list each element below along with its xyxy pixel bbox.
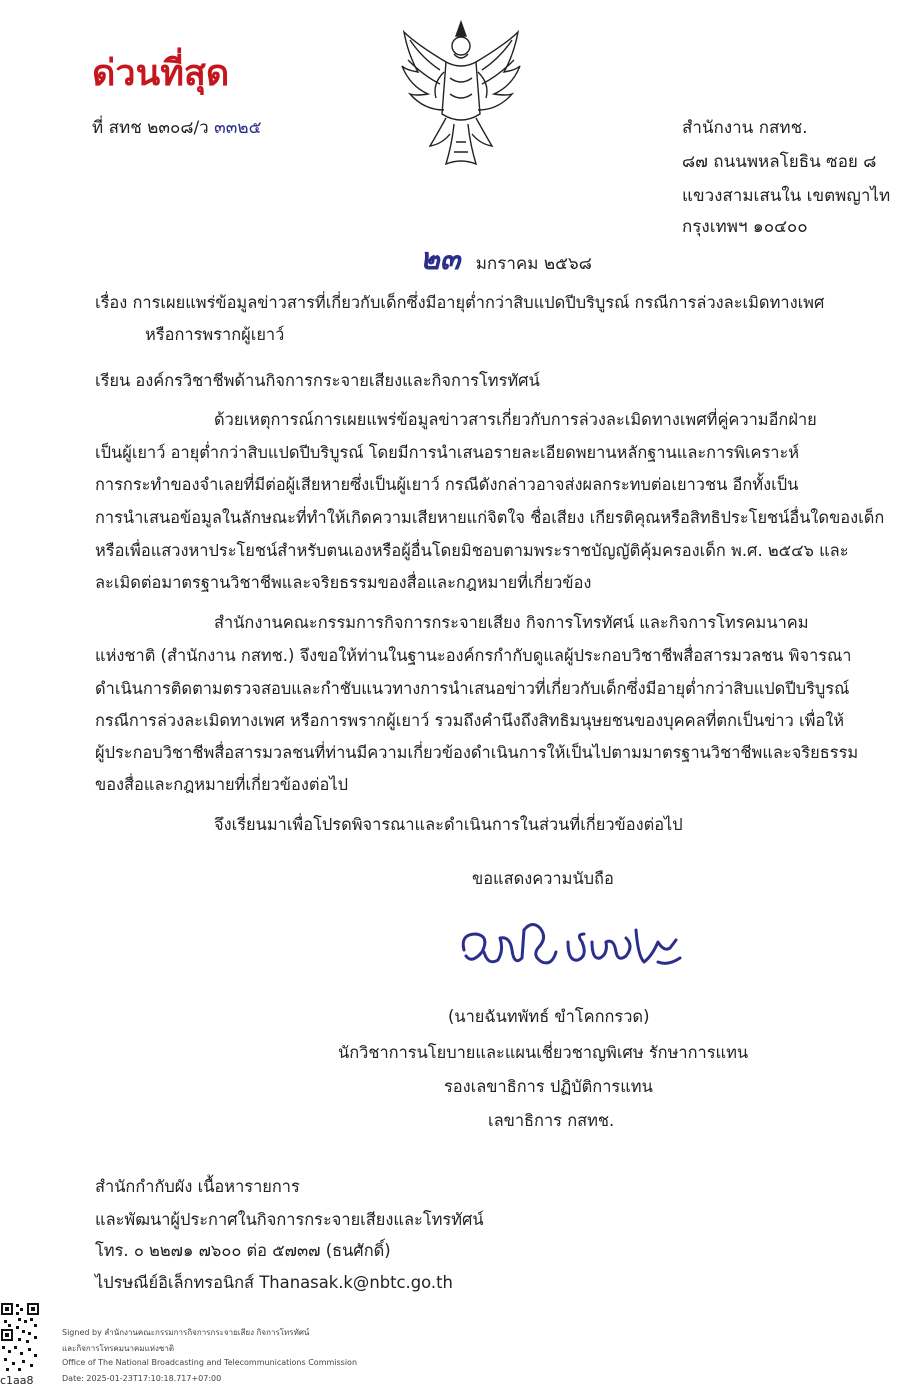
- contact-line: โทร. ๐ ๒๒๗๑ ๗๖๐๐ ต่อ ๕๗๓๗ (ธนศักดิ์): [95, 1241, 391, 1260]
- paragraph-line: หรือเพื่อแสวงหาประโยชน์สำหรับตนเองหรือผู้อื่นโดยมิชอบตามพระราชบัญญัติคุ้มครองเด็ก พ.ศ. ๒๕๔๖ และ: [95, 541, 849, 560]
- digital-signature-date: Date: 2025-01-23T17:10:18.717+07:00: [62, 1374, 222, 1383]
- urgent-label: ด่วนที่สุด: [92, 53, 230, 94]
- paragraph-line: ด้วยเหตุการณ์การเผยแพร่ข้อมูลข่าวสารเกี่ยวกับการล่วงละเมิดทางเพศที่คู่ความอีกฝ่าย: [214, 410, 817, 429]
- document-number: [92, 114, 261, 141]
- subject-line: หรือการพรากผู้เยาว์: [145, 325, 285, 344]
- sender-address-line: กรุงเทพฯ ๑๐๔๐๐: [682, 217, 808, 237]
- digital-signature-line: Signed by สำนักงานคณะกรรมการกิจการกระจายเสียง กิจการโทรทัศน์: [62, 1328, 310, 1337]
- paragraph-line: กรณีการล่วงละเมิดทางเพศ หรือการพรากผู้เยาว์ รวมถึงคำนึงถึงสิทธิมนุษยชนของบุคคลที่ตกเป็นข่าว เพื่อให้: [95, 711, 845, 730]
- paragraph-line: เป็นผู้เยาว์ อายุต่ำกว่าสิบแปดปีบริบูรณ์ โดยมีการนำเสนอรายละเอียดพยานหลักฐานและการพิเคราะห์: [95, 443, 800, 462]
- paragraph-line: สำนักงานคณะกรรมการกิจการกระจายเสียง กิจการโทรทัศน์ และกิจการโทรคมนาคม: [214, 613, 809, 632]
- qr-code-label: c1aa8: [0, 1374, 34, 1387]
- closing-salutation: ขอแสดงความนับถือ: [472, 869, 614, 888]
- sender-address-line: ๘๗ ถนนพหลโยธิน ซอย ๘: [682, 152, 877, 172]
- paragraph-line: ของสื่อและกฎหมายที่เกี่ยวข้องต่อไป: [95, 775, 348, 794]
- paragraph-line: ละเมิดต่อมาตรฐานวิชาชีพและจริยธรรมของสื่อและกฎหมายที่เกี่ยวข้อง: [95, 573, 592, 592]
- paragraph-line: การนำเสนอข้อมูลในลักษณะที่ทำให้เกิดความเสียหายแก่จิตใจ ชื่อเสียง เกียรติคุณหรือสิทธิประโยชน์อื่นใดของเด็ก: [95, 508, 885, 527]
- contact-line: และพัฒนาผู้ประกาศในกิจการกระจายเสียงและโทรทัศน์: [95, 1210, 484, 1229]
- signatory-position: รองเลขาธิการ ปฏิบัติการแทน: [444, 1077, 653, 1096]
- recipient-line: เรียน องค์กรวิชาชีพด้านกิจการกระจายเสียงและกิจการโทรทัศน์: [95, 371, 540, 390]
- date-day: ๒๓: [420, 242, 461, 277]
- signatory-position: เลขาธิการ กสทช.: [488, 1111, 615, 1130]
- closing-request: จึงเรียนมาเพื่อโปรดพิจารณาและดำเนินการในส่วนที่เกี่ยวข้องต่อไป: [214, 815, 683, 834]
- digital-signature-line: Office of The National Broadcasting and Telecommunications Commission: [62, 1358, 358, 1367]
- sender-address-line: แขวงสามเสนใน เขตพญาไท: [682, 186, 891, 206]
- contact-line: สำนักกำกับผัง เนื้อหารายการ: [95, 1177, 300, 1196]
- paragraph-line: แห่งชาติ (สำนักงาน กสทช.) จึงขอให้ท่านในฐานะองค์กรกำกับดูแลผู้ประกอบวิชาชีพสื่อสารมวลชน พิจารณา: [95, 646, 852, 665]
- date-month-year: มกราคม ๒๕๖๘: [475, 254, 592, 274]
- signatory-name: (นายฉันทพัทธ์ ขำโคกกรวด): [448, 1007, 650, 1026]
- sender-address-line: สำนักงาน กสทช.: [682, 118, 808, 138]
- paragraph-line: ผู้ประกอบวิชาชีพสื่อสารมวลชนที่ท่านมีความเกี่ยวข้องดำเนินการให้เป็นไปตามมาตรฐานวิชาชีพและจริยธรรม: [95, 743, 859, 762]
- handwritten-signature: [458, 912, 688, 982]
- qr-code-icon: [0, 1302, 40, 1374]
- paragraph-line: ดำเนินการติดตามตรวจสอบและกำชับแนวทางการนำเสนอข่าวที่เกี่ยวกับเด็กซึ่งมีอายุต่ำกว่าสิบแปดปีบริบูรณ์: [95, 679, 850, 698]
- contact-email: ไปรษณีย์อิเล็กทรอนิกส์ Thanasak.k@nbtc.go.th: [95, 1273, 453, 1292]
- document-number-prefix: ที่ สทช ๒๓๐๘/ว: [92, 118, 209, 138]
- paragraph-line: การกระทำของจำเลยที่มีต่อผู้เสียหายซึ่งเป็นผู้เยาว์ กรณีดังกล่าวอาจส่งผลกระทบต่อเยาวชน อีกทั้งเป็น: [95, 475, 799, 494]
- subject-line: เรื่อง การเผยแพร่ข้อมูลข่าวสารที่เกี่ยวกับเด็กซึ่งมีอายุต่ำกว่าสิบแปดปีบริบูรณ์ กรณีการล่วงละเมิดทางเพศ: [95, 293, 825, 312]
- garuda-emblem-icon: [396, 14, 526, 174]
- digital-signature-line: และกิจการโทรคมนาคมแห่งชาติ: [62, 1344, 175, 1353]
- document-date: [420, 236, 592, 283]
- signatory-position: นักวิชาการนโยบายและแผนเชี่ยวชาญพิเศษ รักษาการแทน: [338, 1043, 749, 1062]
- document-number-value: ๓๓๒๕: [214, 118, 262, 138]
